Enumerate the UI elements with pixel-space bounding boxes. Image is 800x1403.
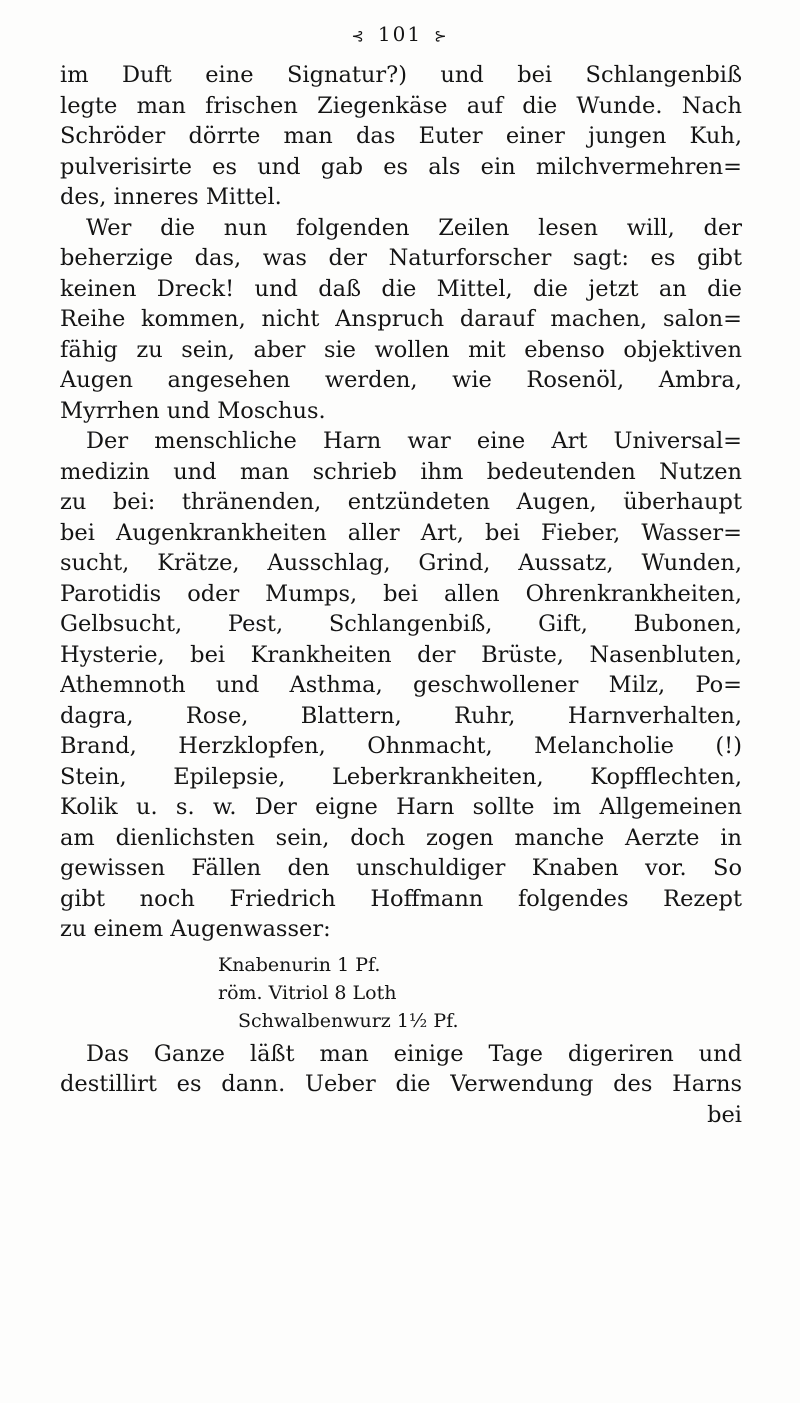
text-line: gewissen Fällen den unschuldiger Knaben vor. So bbox=[60, 855, 742, 881]
text-line: Schröder dörrte man das Euter einer jungen Kuh, bbox=[60, 123, 742, 149]
text-line: beherzige das, was der Naturforscher sagt: es gibt bbox=[60, 245, 742, 271]
text-line: Stein, Epilepsie, Leberkrankheiten, Kopfflechten, bbox=[60, 763, 742, 790]
text-line: Athemnoth und Asthma, geschwollener Milz, Po= bbox=[60, 672, 742, 698]
text-line: legte man frischen Ziegenkäse auf die Wunde. Nach bbox=[60, 92, 742, 119]
text-line: am dienlichsten sein, doch zogen manche Aerzte in bbox=[60, 824, 742, 851]
recipe-block bbox=[60, 951, 742, 1035]
text-line: pulverisirte es und gab es als ein milchvermehren= bbox=[60, 153, 742, 180]
catchword: bei bbox=[707, 1101, 742, 1128]
text-line: sucht, Krätze, Ausschlag, Grind, Aussatz, Wunden, bbox=[60, 550, 742, 576]
text-line: Der menschliche Harn war eine Art Universal= bbox=[86, 428, 742, 454]
text-line: Reihe kommen, nicht Anspruch darauf machen, salon= bbox=[60, 306, 742, 332]
ornament-right-icon: ⊱ bbox=[434, 27, 449, 45]
recipe-ingredient: Schwalbenwurz 1½ Pf. bbox=[238, 1009, 459, 1032]
text-line: medizin und man schrieb ihm bedeutenden Nutzen bbox=[60, 458, 742, 485]
text-line: destillirt es dann. Ueber die Verwendung des Harns bbox=[60, 1071, 742, 1097]
text-line: Parotidis oder Mumps, bei allen Ohrenkrankheiten, bbox=[60, 580, 742, 607]
text-line: dagra, Rose, Blattern, Ruhr, Harnverhalten, bbox=[60, 702, 742, 729]
text-line: Brand, Herzklopfen, Ohnmacht, Melancholie (!) bbox=[60, 733, 742, 759]
text-line: Wer die nun folgenden Zeilen lesen will, der bbox=[86, 214, 742, 241]
recipe-ingredient: röm. Vitriol 8 Loth bbox=[218, 981, 397, 1004]
text-line: Hysterie, bei Krankheiten der Brüste, Nasenbluten, bbox=[60, 641, 742, 668]
text-line: Kolik u. s. w. Der eigne Harn sollte im Allgemeinen bbox=[60, 794, 742, 820]
text-line: Augen angesehen werden, wie Rosenöl, Ambra, bbox=[60, 367, 742, 393]
text-line: keinen Dreck! und daß die Mittel, die jetzt an die bbox=[60, 275, 742, 302]
text-line: bei Augenkrankheiten aller Art, bei Fieber, Wasser= bbox=[60, 519, 742, 546]
text-line: fähig zu sein, aber sie wollen mit ebenso objektiven bbox=[60, 336, 742, 363]
text-line: Myrrhen und Moschus. bbox=[60, 397, 326, 424]
text-line: zu einem Augenwasser: bbox=[60, 916, 331, 942]
text-line: Das Ganze läßt man einige Tage digeriren und bbox=[86, 1040, 742, 1067]
text-line: Gelbsucht, Pest, Schlangenbiß, Gift, Bubonen, bbox=[60, 611, 742, 637]
page-number: 101 bbox=[377, 22, 423, 46]
text-line: zu bei: thränenden, entzündeten Augen, überhaupt bbox=[60, 489, 742, 515]
text-line: des, inneres Mittel. bbox=[60, 184, 282, 210]
body-text bbox=[60, 60, 742, 1130]
text-line: gibt noch Friedrich Hoffmann folgendes Rezept bbox=[60, 885, 742, 912]
text-line: im Duft eine Signatur?) und bei Schlangenbiß bbox=[60, 62, 742, 88]
page-header bbox=[0, 22, 800, 46]
ornament-left-icon: ⊰ bbox=[351, 27, 366, 45]
recipe-ingredient: Knabenurin 1 Pf. bbox=[218, 953, 381, 976]
